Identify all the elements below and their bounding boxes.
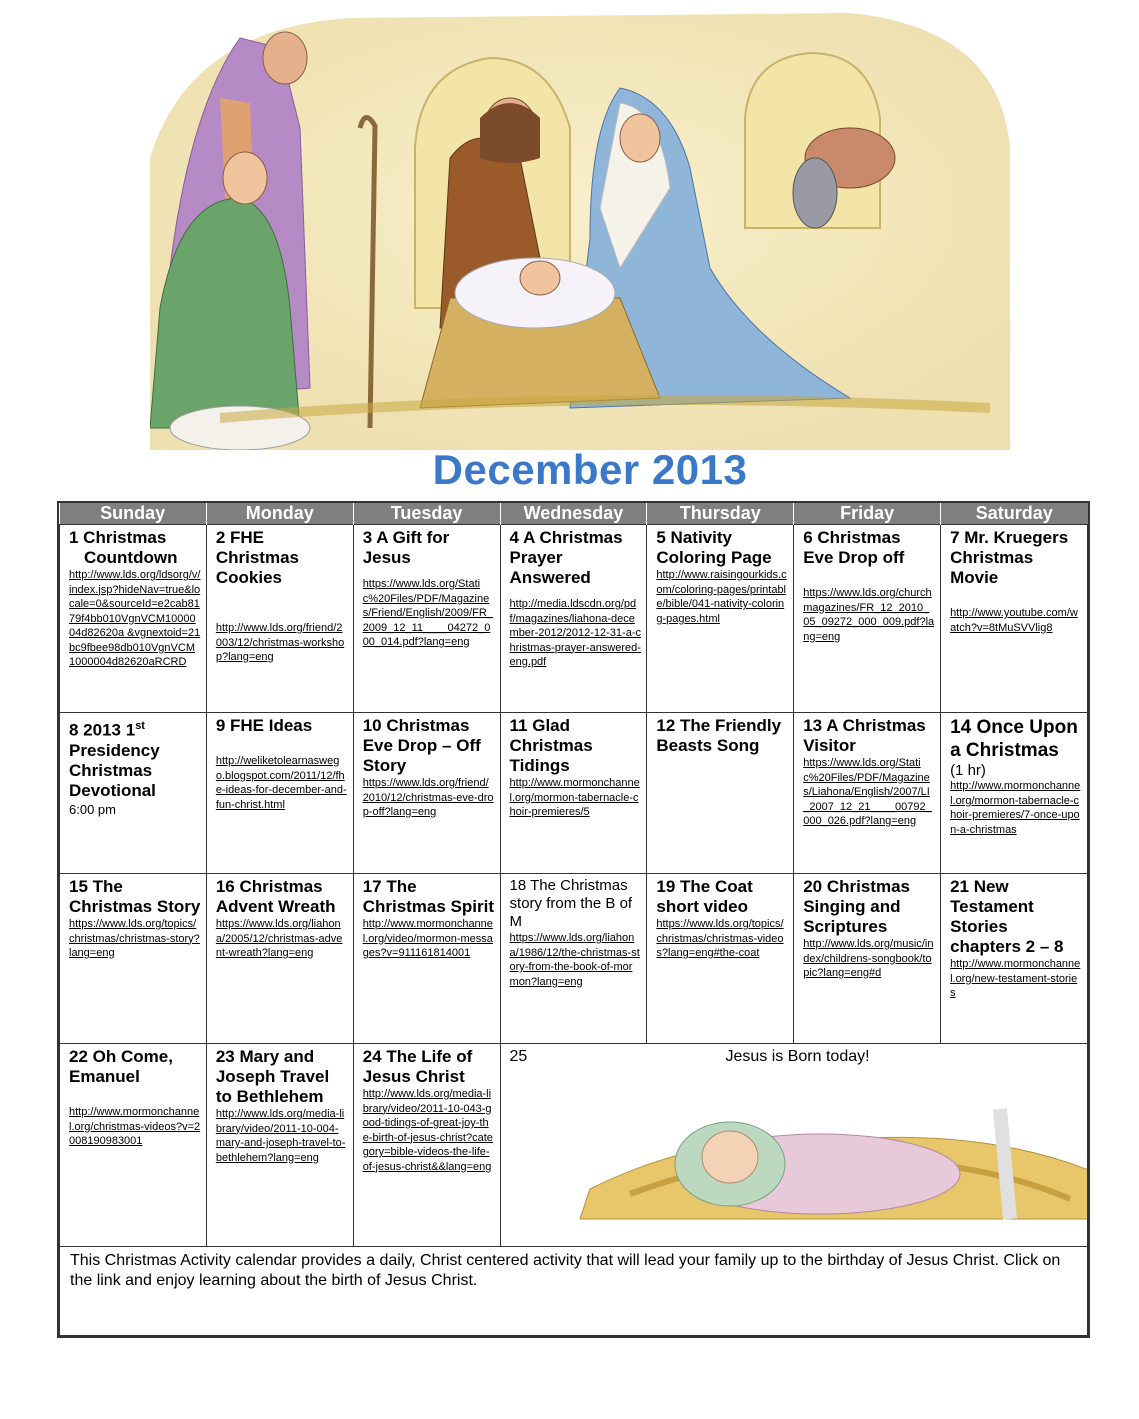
day-cell-6 [794,525,941,713]
day-title [69,716,201,741]
day-link[interactable]: http://www.mormonchannel.org/video/mormon-messages?v=911161814001 [362,918,493,959]
day-cell-11 [500,713,647,874]
nativity-illustration [150,8,1010,450]
day-cell-3 [353,525,500,713]
day-title-number: 8 2013 1 [69,720,136,740]
day-title: 16 Christmas Advent Wreath [215,877,336,916]
day-cell-20 [794,874,941,1044]
weekday-sunday: Sunday [60,503,207,525]
calendar [57,501,1090,1338]
day-cell-4 [500,525,647,713]
day-cell-14 [941,713,1088,874]
day-link[interactable]: https://www.lds.org/churchmagazines/FR_12_2010_05_09272_000_009.pdf?lang=eng [803,587,935,643]
day-title: 3 A Gift for Jesus [362,528,450,567]
day-title: Story [362,756,407,775]
day-cell-23 [206,1044,353,1247]
day-title: 9 FHE Ideas [215,716,313,735]
weekday-wednesday: Wednesday [500,503,647,525]
day-title: 20 Christmas Singing and Scriptures [803,877,910,936]
day-title: 24 The Life of Jesus Christ [362,1047,473,1086]
day-title: 1 Christmas [69,528,167,547]
day-link[interactable]: http://www.raisingourkids.com/coloring-pages/printable/bible/041-nativity-coloring-pages.html [656,569,787,625]
day-link[interactable]: http://www.lds.org/friend/2003/12/christmas-workshop?lang=eng [215,622,345,663]
day-cell-16 [206,874,353,1044]
weekday-tuesday: Tuesday [353,503,500,525]
day-link[interactable]: http://www.mormonchannel.org/mormon-tabernacle-choir-premieres/7-once-upon-a-christmas [950,780,1081,836]
day-title: 17 The Christmas Spirit [362,877,494,916]
day-title: 15 The Christmas Story [69,877,201,916]
day-cell-8 [60,713,207,874]
day-link[interactable]: https://www.lds.org/liahona/1986/12/the-christmas-story-from-the-book-of-mormon?lang=eng [509,932,640,988]
day-title: 11 Glad Christmas Tidings [509,716,593,775]
day-link[interactable]: https://www.lds.org/Static%20Files/PDF/Magazines/Liahona/English/2007/LI_2007_12_21____00792_000_026.pdf?lang=eng [803,757,932,827]
day-link[interactable]: http://www.lds.org/music/index/childrens-songbook/topic?lang=eng#d [803,938,934,979]
weekday-friday: Friday [794,503,941,525]
day-time: 6:00 pm [69,801,116,817]
day-title: Countdown [84,548,178,567]
day-title: 19 The Coat short video [656,877,753,916]
day-cell-18 [500,874,647,1044]
day-link[interactable]: https://www.lds.org/topics/christmas/christmas-videos?lang=eng#the-coat [656,918,784,959]
day-title: 18 The Christmas story from the B of M [509,877,633,930]
day-link[interactable]: https://www.lds.org/liahona/2005/12/christmas-advent-wreath?lang=eng [215,918,343,959]
day-cell-9 [206,713,353,874]
day-title: 6 Christmas Eve Drop off [803,528,905,567]
day-link[interactable]: http://weliketolearnaswego.blogspot.com/2011/12/fhe-ideas-for-december-and-fun-christ.html [215,755,347,811]
day-cell-19 [647,874,794,1044]
day-title: 21 New Testament Stories chapters 2 – 8 [950,877,1064,956]
day-cell-10 [353,713,500,874]
day-link[interactable]: https://www.lds.org/topics/christmas/christmas-story?lang=eng [69,918,200,959]
day-link[interactable]: https://www.lds.org/friend/2010/12/christmas-eve-drop-off?lang=eng [362,777,494,818]
day-cell-2 [206,525,353,713]
day-cell-7 [941,525,1088,713]
day-link[interactable]: http://media.ldscdn.org/pdf/magazines/liahona-december-2012/2012-12-31-a-christmas-prayer-answered-eng.pdf [509,598,641,668]
day-link[interactable]: http://www.mormonchannel.org/christmas-videos?v=2008190983001 [69,1106,201,1147]
day-title: 14 Once Upon a Christmas [950,717,1078,761]
day-title: 22 Oh Come, Emanuel [69,1047,173,1086]
day-link[interactable]: http://www.lds.org/media-library/video/2011-10-004-mary-and-joseph-travel-to-bethlehem?lang=eng [215,1108,346,1164]
day-title: 23 Mary and Joseph Travel to Bethlehem [215,1047,330,1106]
day-cell-13 [794,713,941,874]
weekday-thursday: Thursday [647,503,794,525]
day-title: 13 A Christmas Visitor [803,716,926,755]
day-title: 5 Nativity Coloring Page [656,528,772,567]
day-cell-5 [647,525,794,713]
day-cell-24 [353,1044,500,1247]
day-link[interactable]: https://www.lds.org/Static%20Files/PDF/Magazines/Friend/English/2009/FR_2009_12_11____04272_000_014.pdf?lang=eng [362,578,493,648]
day-cell-25 [500,1044,1087,1247]
day-title-superscript: st [135,720,145,732]
day-cell-15 [60,874,207,1044]
day-cell-1 [60,525,207,713]
day-title: 2 FHE Christmas Cookies [215,528,299,587]
footer-note: This Christmas Activity calendar provides a daily, Christ centered activity that will lead your family up to the birthday of Jesus Christ. Click on the link and enjoy learning about the birth of Jesus Christ. [60,1247,1088,1336]
day-cell-17 [353,874,500,1044]
day-subtitle: (1 hr) [950,762,986,779]
day-title: Presidency Christmas Devotional [69,740,160,800]
day-cell-12 [647,713,794,874]
day-title: 12 The Friendly Beasts Song [656,716,782,755]
month-title: December 2013 [432,446,748,493]
baby-jesus-illustration [570,1069,1088,1229]
day-cell-22 [60,1044,207,1247]
day-number: 25 [509,1048,528,1065]
weekday-monday: Monday [206,503,353,525]
weekday-saturday: Saturday [941,503,1088,525]
day-title: 4 A Christmas Prayer Answered [509,528,623,587]
day-link[interactable]: http://www.mormonchannel.org/mormon-tabernacle-choir-premieres/5 [509,777,640,818]
day-title: 7 Mr. Kruegers Christmas Movie [950,528,1069,587]
day-link[interactable]: http://www.lds.org/media-library/video/2011-10-043-good-tidings-of-great-joy-the-birth-of-jesus-christ?category=bible-videos-the-life-of-jesus-christ&&lang=eng [362,1088,493,1173]
day-link[interactable]: http://www.lds.org/ldsorg/v/index.jsp?hideNav=true&locale=0&sourceId=e2cab8179f4bb010VgnVCM1000004d82620a &vgnextoid=21bc9fbee98db010VgnVCM1000004d82620aRCRD [69,569,201,668]
day-caption: Jesus is Born today! [725,1048,870,1065]
day-link[interactable]: http://www.youtube.com/watch?v=8tMuSVVlig8 [950,607,1078,634]
day-link[interactable]: http://www.mormonchannel.org/new-testament-stories [950,958,1081,999]
day-cell-21 [941,874,1088,1044]
day-title: 10 Christmas Eve Drop – Off [362,716,481,755]
weekday-header [60,503,1088,525]
day-25-header [510,1047,1082,1067]
